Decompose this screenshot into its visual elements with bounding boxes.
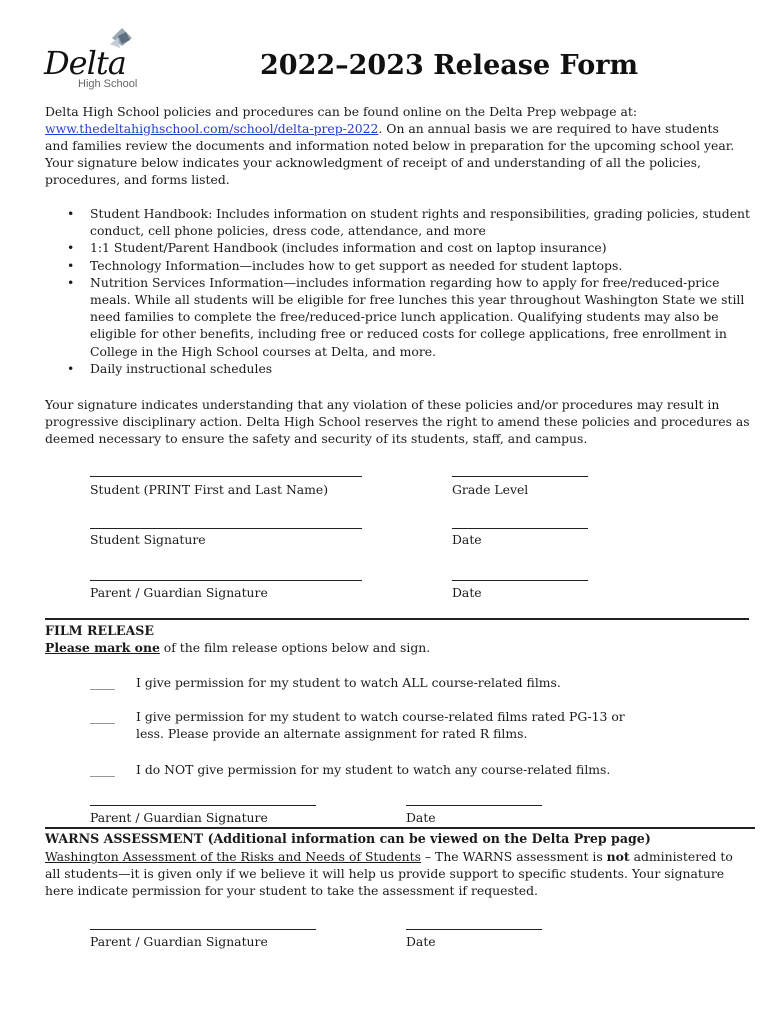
film-parent-signature-label: Parent / Guardian Signature xyxy=(90,810,268,825)
parent-date-line[interactable] xyxy=(452,580,588,581)
film-option-none[interactable] xyxy=(90,761,611,778)
parent-signature-label: Parent / Guardian Signature xyxy=(90,585,268,600)
page-title: 2022–2023 Release Form xyxy=(260,50,639,81)
film-date-line[interactable] xyxy=(406,805,542,806)
parent-date-label: Date xyxy=(452,585,482,600)
student-signature-line[interactable] xyxy=(90,528,362,529)
film-date-label: Date xyxy=(406,810,436,825)
film-option-blank[interactable]: ____ xyxy=(90,762,115,777)
document-list xyxy=(45,205,750,377)
list-item: • Nutrition Services Information—includes information regarding how to apply for free/reduced-price meals. While all students will be eligible for free lunches this year throughout Washington State we still need families to complete the free/reduced-price lunch application. Qualifying students may also be eligible for other benefits, including free or reduced costs for college applications, free enrollment in College in the High School courses at Delta, and more. xyxy=(45,274,750,360)
warns-not: not xyxy=(606,849,630,864)
film-option-blank[interactable]: ____ xyxy=(90,709,115,724)
film-option-label: I give permission for my student to watch course-related films rated PG-13 or less. Please provide an alternate assignment for rated R films. xyxy=(136,709,625,741)
logo-wordmark: Delta xyxy=(44,44,126,82)
film-instruction-rest: of the film release options below and sign. xyxy=(159,640,431,655)
film-option-label: I do NOT give permission for my student to watch any course-related films. xyxy=(136,762,611,777)
list-item: • 1:1 Student/Parent Handbook (includes information and cost on laptop insurance) xyxy=(45,239,750,256)
acknowledgment-paragraph: Your signature indicates understanding that any violation of these policies and/or procedures may result in progressive disciplinary action. Delta High School reserves the right to amend these policies and procedures as deemed necessary to ensure the safety and security of its students, staff, and campus. xyxy=(45,397,750,446)
intro-lead: Delta High School policies and procedures can be found online on the Delta Prep webpage at: xyxy=(45,104,638,119)
warns-parent-signature-label: Parent / Guardian Signature xyxy=(90,934,268,949)
delta-logo xyxy=(40,24,140,94)
warns-paragraph xyxy=(45,848,750,899)
logo-subtitle: High School xyxy=(78,78,138,90)
student-name-label: Student (PRINT First and Last Name) xyxy=(90,482,329,497)
warns-date-label: Date xyxy=(406,934,436,949)
intro-paragraph xyxy=(45,103,745,188)
list-item: • Student Handbook: Includes information on student rights and responsibilities, grading policies, student conduct, cell phone policies, dress code, attendance, and more xyxy=(45,205,750,239)
film-release-heading: FILM RELEASE xyxy=(45,623,154,638)
film-option-blank[interactable]: ____ xyxy=(90,675,115,690)
grade-level-label: Grade Level xyxy=(452,482,529,497)
grade-level-line[interactable] xyxy=(452,476,588,477)
warns-parent-signature-line[interactable] xyxy=(90,929,316,930)
warns-text-b: administered to all students—it is given only if we believe it will help us provide support to specific students. Your signature here indicate permission for your student to take the assessment if requested. xyxy=(45,849,733,898)
warns-heading: WARNS ASSESSMENT (Additional information can be viewed on the Delta Prep page) xyxy=(45,831,651,846)
warns-date-line[interactable] xyxy=(406,929,542,930)
delta-prep-link[interactable]: www.thedeltahighschool.com/school/delta-prep-2022 xyxy=(45,121,379,136)
film-option-pg13[interactable] xyxy=(90,708,625,741)
section-divider xyxy=(45,827,755,829)
section-divider xyxy=(45,618,749,620)
warns-term: Washington Assessment of the Risks and Needs of Students xyxy=(45,849,421,864)
film-instruction-emphasis: Please mark one xyxy=(45,640,160,655)
list-item: • Daily instructional schedules xyxy=(45,360,750,377)
list-item: • Technology Information—includes how to get support as needed for student laptops. xyxy=(45,257,750,274)
film-parent-signature-line[interactable] xyxy=(90,805,316,806)
film-option-all[interactable] xyxy=(90,674,561,691)
intro-rest: . On an annual basis we are required to have students and families review the documents and information noted below in preparation for the upcoming school year. Your signature below indicates your acknowledgment of receipt of and understanding of all the policies, procedures, and forms listed. xyxy=(45,121,735,187)
warns-text-a: – The WARNS assessment is xyxy=(420,849,607,864)
film-option-label: I give permission for my student to watch ALL course-related films. xyxy=(136,675,561,690)
student-signature-label: Student Signature xyxy=(90,532,206,547)
student-name-line[interactable] xyxy=(90,476,362,477)
student-date-label: Date xyxy=(452,532,482,547)
parent-signature-line[interactable] xyxy=(90,580,362,581)
film-instruction xyxy=(45,639,745,656)
student-date-line[interactable] xyxy=(452,528,588,529)
